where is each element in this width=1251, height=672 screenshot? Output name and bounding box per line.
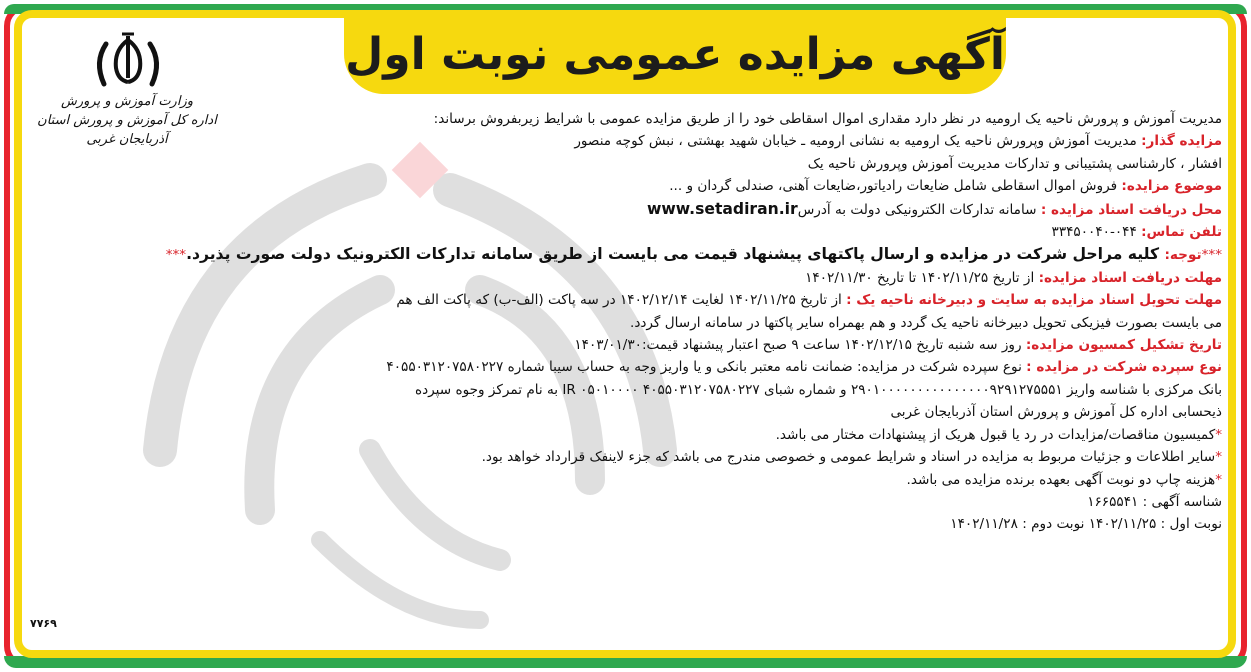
note-item [22,469,1222,491]
iran-emblem-icon [88,32,168,90]
docs-deadline-label: مهلت دریافت اسناد مزایده: [1038,269,1222,286]
note-item-star: * [1215,471,1222,488]
ad-id: شناسه آگهی : ۱۶۶۵۵۴۱ [1087,493,1222,510]
note-item [22,446,1222,468]
note-line [22,243,1222,266]
delivery-line-2: می بایست بصورت فیزیکی تحویل دبیرخانه ناحیه یک گردد و هم بهمراه سایر پاکتها در سامانه ارسال گردد. [630,314,1222,331]
note-item-star: * [1215,426,1222,443]
delivery-line-1 [22,289,1222,311]
note-item-text: هزینه چاپ دو نوبت آگهی بعهده برنده مزایده می باشد. [906,471,1216,488]
deposit-label: نوع سپرده شرکت در مزایده : [1026,359,1222,376]
note-stars: *** [1201,247,1222,264]
commission-text: روز سه شنبه تاریخ ۱۴۰۲/۱۲/۱۵ ساعت ۹ صبح اعتبار پیشنهاد قیمت:۱۴۰۳/۰۱/۳۰ [574,337,1026,354]
subject-text: فروش اموال اسقاطی شامل ضایعات رادیاتور،ضایعات آهنی، صندلی گردان و ... [669,178,1122,195]
note-item-star: * [1215,449,1222,466]
docs-place-line [22,198,1222,221]
subject-label: موضوع مزایده: [1121,178,1222,195]
phone-label: تلفن تماس: [1141,224,1222,241]
note-text: کلیه مراحل شرکت در مزایده و ارسال پاکتهای پیشنهاد قیمت می بایست از طریق سامانه تدارکات الکترونیک دولت صورت پذیرد. [186,245,1165,264]
docs-deadline-line [22,267,1222,289]
note-label: توجه: [1164,247,1202,264]
deposit-line-3: ذیحسابی اداره کل آموزش و پرورش استان آذربایجان غربی [890,404,1222,421]
docs-place-label: محل دریافت اسناد مزایده : [1040,201,1222,218]
auctioneer-line-2: افشار ، کارشناسی پشتیبانی و تدارکات مدیریت آموزش وپرورش ناحیه یک [807,155,1222,172]
setadiran-url: www.setadiran.ir [646,199,798,218]
deposit-line-1 [22,356,1222,378]
note-stars-end: *** [165,247,187,264]
delivery-text-1: از تاریخ ۱۴۰۲/۱۱/۲۵ لغایت ۱۴۰۲/۱۲/۱۴ در سه پاکت (الف-ب) که پاکت الف هم [396,292,847,309]
note-item-text: سایر اطلاعات و جزئیات مربوط به مزایده در اسناد و شرایط عمومی و خصوصی مندرج می باشد که جزء لاینفک قرارداد خواهد بود. [481,449,1216,466]
phone-line [22,221,1222,243]
auctioneer-label: مزایده گذار: [1141,133,1222,150]
ministry-line-1: وزارت آموزش و پرورش [60,94,193,109]
delivery-label: مهلت تحویل اسناد مزایده به سایت و دبیرخانه ناحیه یک : [846,292,1222,309]
ad-code: ۷۷۶۹ [30,617,57,630]
subject-line [22,175,1222,197]
publish-dates: نوبت اول : ۱۴۰۲/۱۱/۲۵ نوبت دوم : ۱۴۰۲/۱۱/۲۸ [950,516,1222,533]
ministry-line-2: اداره کل آموزش و پرورش استان آذربایجان غربی [37,113,217,147]
ad-body [22,108,1222,536]
intro-text: مدیریت آموزش و پرورش ناحیه یک ارومیه در نظر دارد مقداری اموال اسقاطی خود را از طریق مزایده عمومی با شرایط زیربفروش برساند: [433,111,1222,127]
note-item-text: کمیسیون مناقصات/مزایدات در رد یا قبول هریک از پیشنهادات مختار می باشد. [775,426,1216,443]
note-item [22,424,1222,446]
docs-deadline-text: از تاریخ ۱۴۰۲/۱۱/۲۵ تا تاریخ ۱۴۰۲/۱۱/۳۰ [805,269,1039,286]
auctioneer-line-1 [22,130,1222,152]
deposit-line-2: بانک مرکزی با شناسه واریز ۲۹۰۱۰۰۰۰۰۰۰۰۰۰۰۰۰۰۰۹۲۹۱۲۷۵۵۵۱ و شماره شبای ۴۰۵۵۰۳۱۲۰۷۵۸۰۲۲۷ IR ۰۵۰۱۰۰۰۰ به نام تمرکز وجوه سپرده [414,381,1222,398]
deposit-text-1: نوع سپرده شرکت در مزایده: ضمانت نامه معتبر بانکی و یا واریز وجه به حساب سیبا شماره ۴۰۵۵۰۳۱۲۰۷۵۸۰۲۲۷ [386,359,1027,376]
commission-line [22,334,1222,356]
auctioneer-text-1: مدیریت آموزش وپرورش ناحیه یک ارومیه به نشانی ارومیه ـ خیابان شهید بهشتی ، نبش کوچه منصور [574,133,1142,150]
phone-text: ۰۴۴-۳۳۴۵۰۰۴۰ [1051,224,1142,241]
ad-title: آگهی مزایده عمومی نوبت اول [345,28,1005,80]
docs-place-text: سامانه تدارکات الکترونیکی دولت به آدرس [797,201,1041,218]
commission-label: تاریخ تشکیل کمسیون مزایده: [1025,337,1222,354]
